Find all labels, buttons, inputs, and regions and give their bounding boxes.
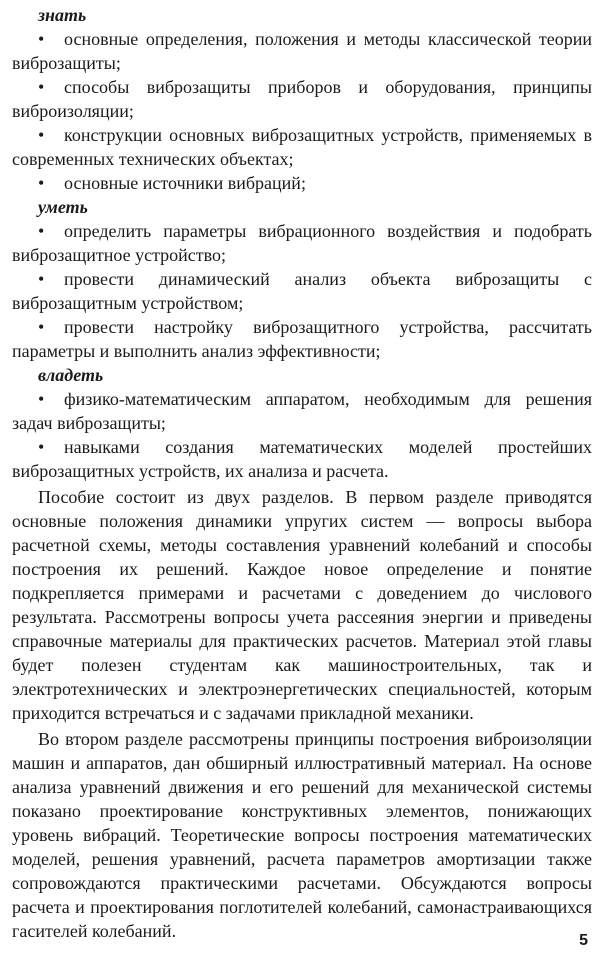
page-number: 5 [579, 932, 588, 949]
list-item: • конструкции основных виброзащитных устройств, применяемых в современных технических объектах; [12, 125, 592, 169]
list-item: • провести настройку виброзащитного устройства, рассчитать параметры и выполнить анализ эффективности; [12, 317, 592, 361]
bullet-icon: • [38, 389, 45, 409]
paragraph-second-section: Во втором разделе рассмотрены принципы построения виброизоляции машин и аппаратов, дан обширный иллюстративный материал. На основе анализа уравнений движения и его решений для механической системы показано проектирование конструктивных элементов, понижающих уровень вибраций. Теоретические вопросы построения математических моделей, решения уравнений, расчета параметров амортизации также сопровождаются практическими расчетами. Обсуждаются вопросы расчета и проектирования поглотителей колебаний, самонастраивающихся гасителей колебаний. [12, 729, 592, 941]
list-item: • определить параметры вибрационного воздействия и подобрать виброзащитное устройство; [12, 221, 592, 265]
bullet-icon: • [38, 173, 45, 193]
bullet-icon: • [38, 437, 45, 457]
list-item: • основные источники вибраций; [38, 173, 306, 193]
bullet-icon: • [38, 77, 45, 97]
bullet-icon: • [38, 317, 45, 337]
page-body [12, 3, 592, 943]
bullet-icon: • [38, 29, 45, 49]
list-item: • физико-математическим аппаратом, необходимым для решения задач виброзащиты; [12, 389, 592, 433]
list-item: • основные определения, положения и методы классической теории виброзащиты; [12, 29, 592, 73]
bullet-icon: • [38, 125, 45, 145]
section-heading-master: владеть [38, 365, 104, 385]
list-item: • навыками создания математических моделей простейших виброзащитных устройств, их анализа и расчета. [12, 437, 592, 481]
list-item: • провести динамический анализ объекта виброзащиты с виброзащитным устройством; [12, 269, 592, 313]
section-heading-can: уметь [38, 197, 88, 217]
bullet-icon: • [38, 269, 45, 289]
section-heading-know: знать [38, 5, 87, 25]
list-item: • способы виброзащиты приборов и оборудования, принципы виброизоляции; [12, 77, 592, 121]
bullet-icon: • [38, 221, 45, 241]
paragraph-sections-overview: Пособие состоит из двух разделов. В первом разделе приводятся основные положения динамики упругих систем — вопросы выбора расчетной схемы, методы составления уравнений колебаний и способы построения их решений. Каждое новое определение и понятие подкрепляется примерами и расчетами с доведением до числового результата. Рассмотрены вопросы учета рассеяния энергии и приведены справочные материалы для практических расчетов. Материал этой главы будет полезен студентам как машиностроительных, так и электротехнических и электроэнергетических специальностей, которым приходится встречаться и с задачами прикладной механики. [12, 487, 592, 723]
